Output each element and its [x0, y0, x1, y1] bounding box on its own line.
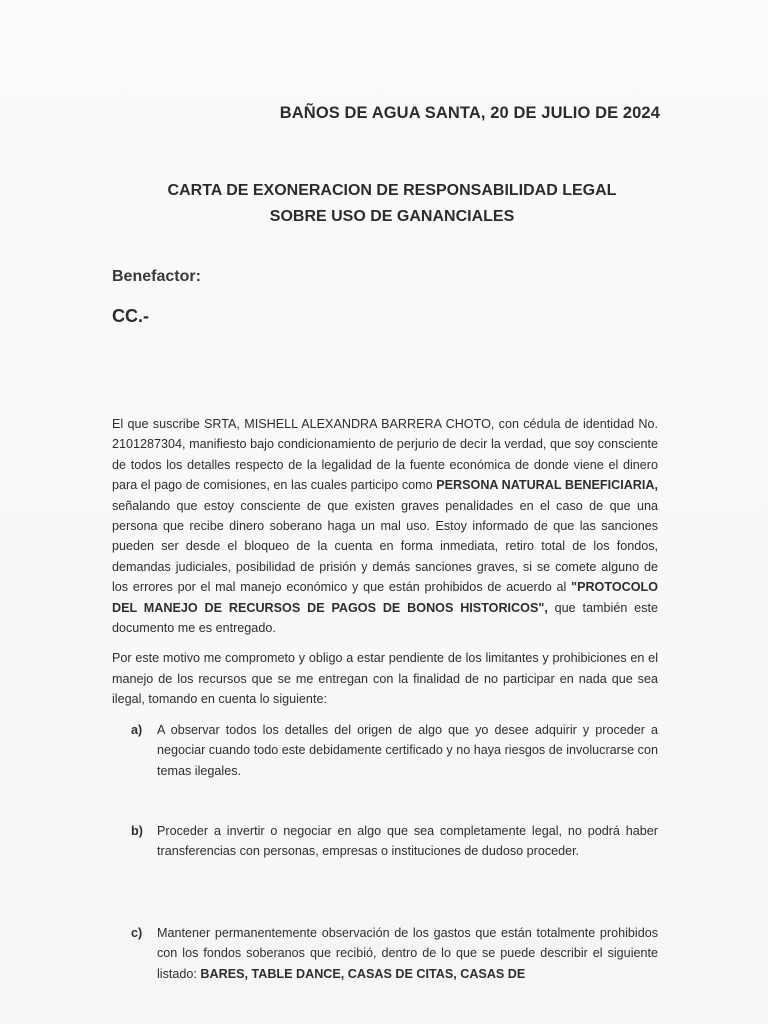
document-title	[0, 178, 768, 230]
list-marker-a: a)	[131, 723, 143, 737]
list-item-b	[131, 821, 658, 862]
paragraph-commitment: Por este motivo me comprometo y obligo a estar pendiente de los limitantes y prohibiciones en el manejo de los recursos que se me entregan con la finalidad de no participar en nada que sea ilegal, tomando en cuenta lo siguiente:	[112, 651, 658, 707]
list-text-c	[157, 923, 658, 984]
list-marker-b: b)	[131, 824, 143, 838]
document-body	[112, 414, 658, 720]
paragraph-declaration-bold2: "PROTOCOLO DEL MANEJO DE RECURSOS DE PAGOS DE BONOS HISTORICOS",	[112, 580, 658, 615]
title-line-2: SOBRE USO DE GANANCIALES	[269, 208, 515, 225]
paragraph-declaration-part3: que también este documento me es entregado.	[112, 600, 658, 636]
list-marker-c: c)	[131, 926, 143, 940]
date-line: BAÑOS DE AGUA SANTA, 20 DE JULIO DE 2024	[279, 104, 660, 122]
benefactor-label: Benefactor:	[112, 268, 201, 285]
paragraph-declaration	[112, 414, 658, 638]
paragraph-declaration-bold1: PERSONA NATURAL BENEFICIARIA,	[436, 478, 658, 493]
list-text-a: A observar todos los detalles del origen de algo que yo desee adquirir y proceder a negociar cuando todo este debidamente certificado y no haya riesgos de involucrarse con temas ilegales.	[157, 723, 658, 778]
list-item-c	[131, 923, 658, 984]
list-text-c-part: Mantener permanentemente observación de los gastos que están totalmente prohibidos con los fondos soberanos que recibió, dentro de lo que se puede describir el siguiente listado:	[157, 926, 658, 981]
list-text-b: Proceder a invertir o negociar en algo que sea completamente legal, no podrá haber transferencias con personas, empresas o instituciones de dudoso proceder.	[157, 824, 658, 859]
list-text-c-bold: BARES, TABLE DANCE, CASAS DE CITAS, CASAS DE	[200, 966, 526, 981]
title-line-1: CARTA DE EXONERACION DE RESPONSABILIDAD LEGAL	[167, 182, 617, 199]
paragraph-declaration-part1: El que suscribe SRTA, MISHELL ALEXANDRA BARRERA CHOTO, con cédula de identidad No. 2101287304, manifiesto bajo condicionamiento de perjurio de decir la verdad, que soy consciente de todos los detalles respecto de la legalidad de la fuente económica de donde viene el dinero para el pago de comisiones, en las cuales participo como	[112, 417, 658, 493]
cc-label: CC.-	[112, 306, 149, 326]
list-item-a	[131, 720, 658, 781]
paragraph-declaration-part2: señalando que estoy consciente de que existen graves penalidades en el caso de que una persona que recibe dinero soberano haga un mal uso. Estoy informado de que las sanciones pueden ser desde el bloqueo de la cuenta en forma inmediata, retiro total de los fondos, demandas judiciales, posibilidad de prisión y demás sanciones graves, si se comete alguno de los errores por el mal manejo económico y que están prohibidos de acuerdo al	[112, 498, 658, 595]
